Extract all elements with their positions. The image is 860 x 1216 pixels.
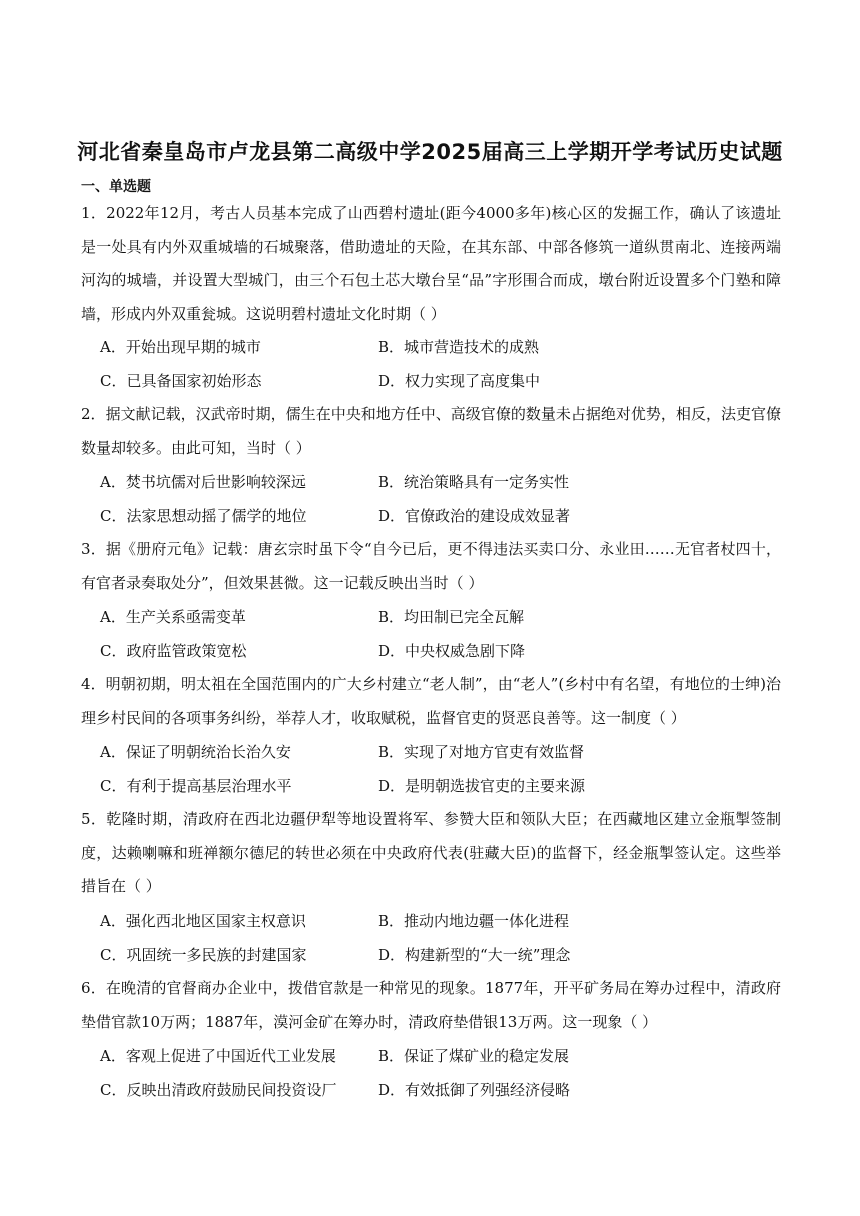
question-2-stem: 2．据文献记载，汉武帝时期，儒生在中央和地方任中、高级官僚的数量未占据绝对优势，相反，法吏官僚数量却较多。由此可知，当时（ ）: [81, 405, 781, 457]
question-1-option-b: B．城市营造技术的成熟: [378, 338, 540, 356]
question-6-option-c: C．反映出清政府鼓励民间投资设厂: [100, 1081, 337, 1099]
question-3-option-c: C．政府监管政策宽松: [100, 642, 247, 660]
question-6-option-b: B．保证了煤矿业的稳定发展: [378, 1047, 570, 1065]
question-5-option-b: B．推动内地边疆一体化进程: [378, 912, 570, 930]
question-4-option-c: C．有利于提高基层治理水平: [100, 777, 292, 795]
question-4-option-d: D．是明朝选拔官吏的主要来源: [378, 777, 586, 795]
question-3-option-b: B．均田制已完全瓦解: [378, 608, 525, 626]
question-2-option-b: B．统治策略具有一定务实性: [378, 473, 570, 491]
page-title: 河北省秦皇岛市卢龙县第二高级中学2025届高三上学期开学考试历史试题: [77, 140, 783, 164]
question-4-stem: 4．明朝初期，明太祖在全国范围内的广大乡村建立“老人制”，由“老人”(乡村中有名望，有地位的士绅)治理乡村民间的各项事务纠纷，举荐人才，收取赋税，监督官吏的贤恶良善等。这一制度（ ）: [81, 675, 781, 727]
section-heading: 一、单选题: [81, 179, 151, 195]
question-1-option-a: A．开始出现早期的城市: [100, 338, 261, 356]
question-6-stem: 6．在晚清的官督商办企业中，拨借官款是一种常见的现象。1877年，开平矿务局在筹办过程中，清政府垫借官款10万两；1887年，漠河金矿在筹办时，清政府垫借银13万两。这一现象（ ）: [81, 979, 781, 1031]
question-5-option-a: A．强化西北地区国家主权意识: [100, 912, 306, 930]
question-4-option-a: A．保证了明朝统治长治久安: [100, 743, 291, 761]
question-1-option-c: C．已具备国家初始形态: [100, 372, 262, 390]
question-6-option-a: A．客观上促进了中国近代工业发展: [100, 1047, 336, 1065]
question-2-option-d: D．官僚政治的建设成效显著: [378, 507, 571, 525]
question-2-option-a: A．焚书坑儒对后世影响较深远: [100, 473, 306, 491]
question-1-option-d: D．权力实现了高度集中: [378, 372, 541, 390]
question-3-option-a: A．生产关系亟需变革: [100, 608, 246, 626]
question-6-option-d: D．有效抵御了列强经济侵略: [378, 1081, 571, 1099]
question-5-option-c: C．巩固统一多民族的封建国家: [100, 946, 307, 964]
question-3-stem: 3．据《册府元龟》记载：唐玄宗时虽下令“自今已后，更不得违法买卖口分、永业田……无官者杖四十，有官者录奏取处分”，但效果甚微。这一记载反映出当时（ ）: [81, 540, 781, 592]
question-1-stem: 1．2022年12月，考古人员基本完成了山西碧村遗址(距今4000多年)核心区的发掘工作，确认了该遗址是一处具有内外双重城墙的石城聚落，借助遗址的天险，在其东部、中部各修筑一道纵贯南北、连接两端河沟的城墙，并设置大型城门，由三个石包土芯大墩台呈“品”字形围合而成，墩台附近设置多个门塾和障墙，形成内外双重瓮城。这说明碧村遗址文化时期（ ）: [81, 204, 781, 323]
question-5-stem: 5．乾隆时期，清政府在西北边疆伊犁等地设置将军、参赞大臣和领队大臣；在西藏地区建立金瓶掣签制度，达赖喇嘛和班禅额尔德尼的转世必须在中央政府代表(驻藏大臣)的监督下，经金瓶掣签认定。这些举措旨在（ ）: [81, 810, 781, 896]
question-3-option-d: D．中央权威急剧下降: [378, 642, 526, 660]
question-2-option-c: C．法家思想动摇了儒学的地位: [100, 507, 307, 525]
question-4-option-b: B．实现了对地方官吏有效监督: [378, 743, 585, 761]
question-5-option-d: D．构建新型的“大一统”理念: [378, 946, 571, 964]
